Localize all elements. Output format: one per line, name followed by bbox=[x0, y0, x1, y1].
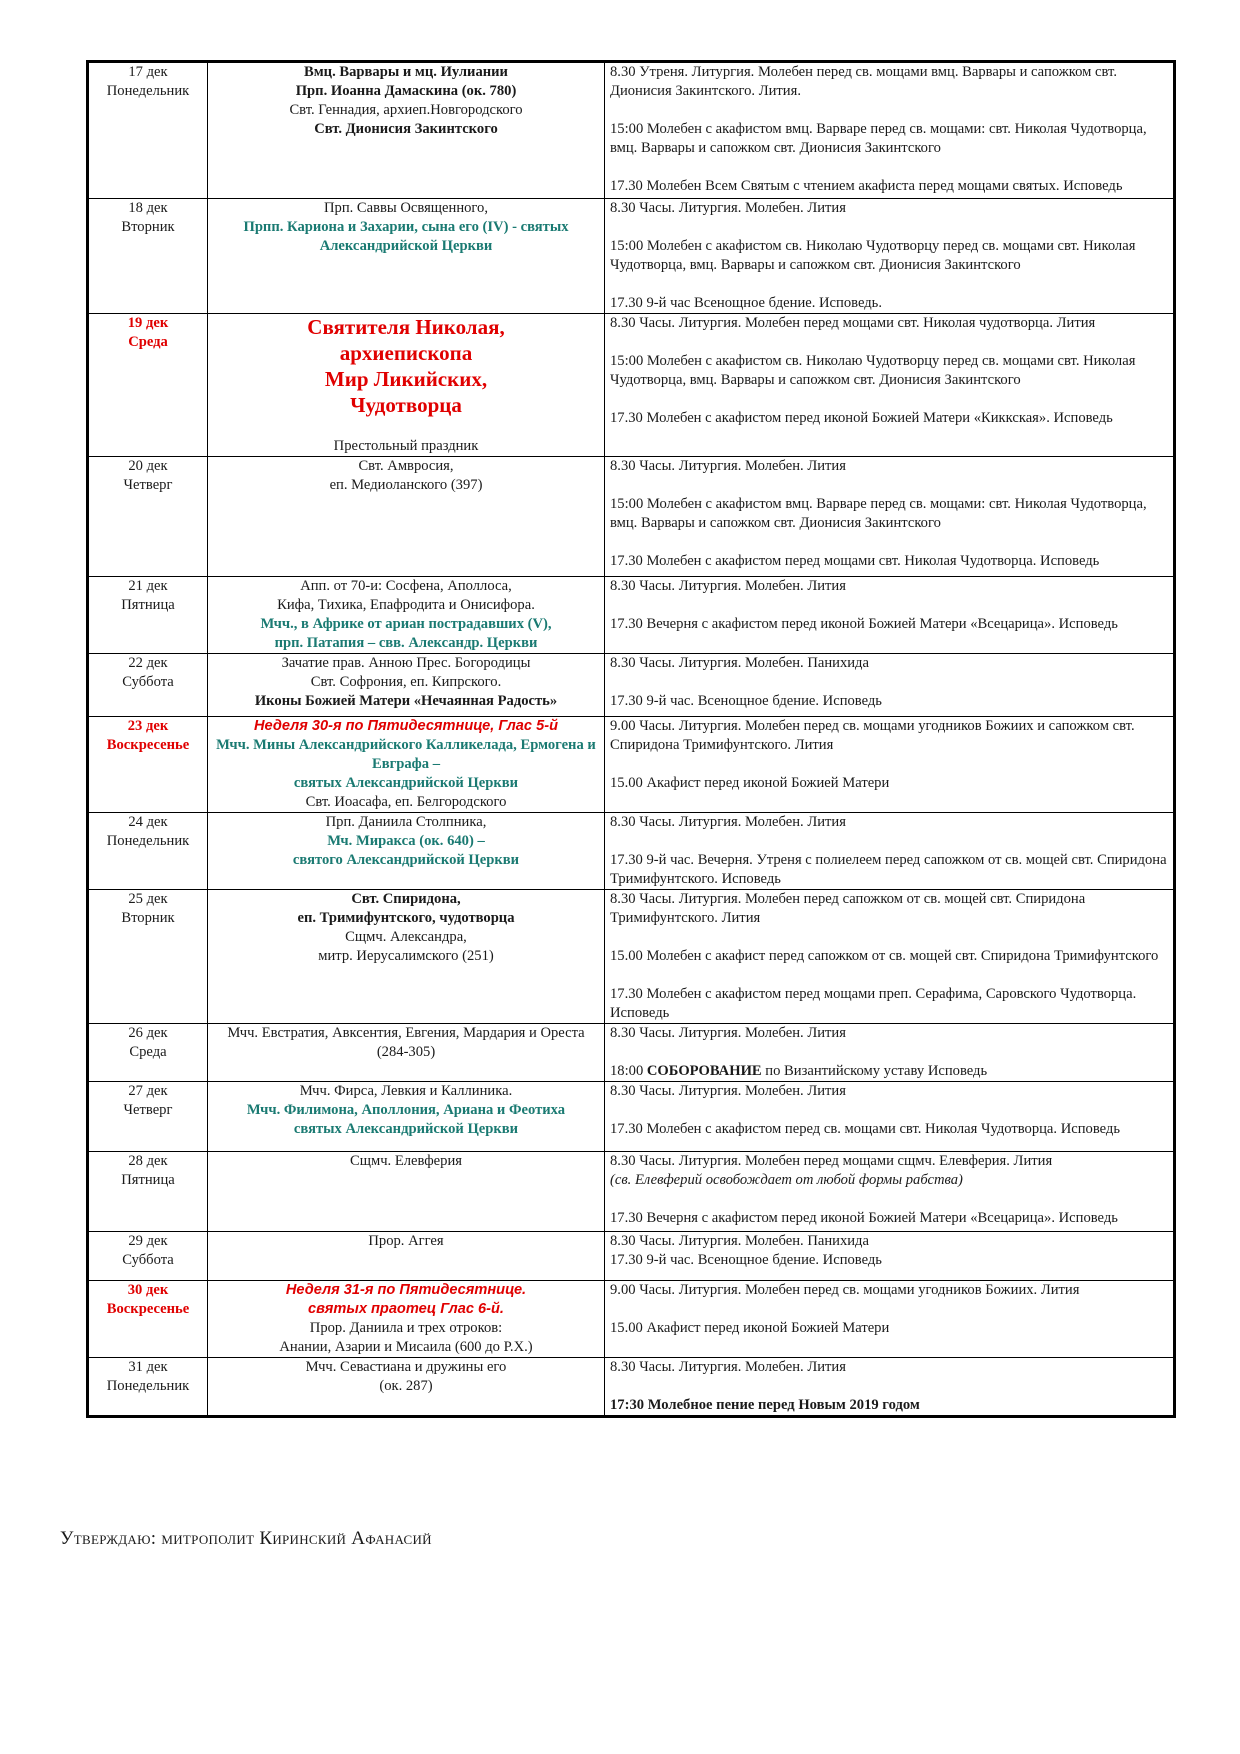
date-day: 30 дек bbox=[127, 1282, 169, 1298]
service-gap bbox=[610, 966, 1169, 985]
saints-cell bbox=[208, 1024, 605, 1082]
date-cell bbox=[88, 1358, 208, 1417]
saint-line: Вмц. Варвары и мц. Иулиании bbox=[304, 64, 508, 80]
schedule-row bbox=[88, 457, 1175, 577]
services-cell bbox=[605, 890, 1175, 1024]
saints-cell bbox=[208, 1232, 605, 1281]
date-day: 28 дек bbox=[128, 1153, 168, 1169]
date-weekday: Понедельник bbox=[106, 83, 190, 99]
service-line: 17.30 9-й час. Вечерня. Утреня с полиелеем перед сапожком от св. мощей свт. Спиридона Тримифунтского. Исповедь bbox=[610, 852, 1167, 887]
schedule-row bbox=[88, 62, 1175, 199]
saints-cell bbox=[208, 890, 605, 1024]
saints-cell bbox=[208, 1281, 605, 1358]
service-gap bbox=[610, 1377, 1169, 1396]
date-cell bbox=[88, 314, 208, 457]
service-gap bbox=[610, 158, 1169, 177]
date-cell bbox=[88, 62, 208, 199]
date-cell bbox=[88, 813, 208, 890]
saint-line: святого Александрийской Церкви bbox=[292, 852, 520, 868]
saint-line: Чудотворца bbox=[350, 393, 462, 417]
service-line: 8.30 Часы. Литургия. Молебен перед сапожком от св. мощей свт. Спиридона Тримифунтского. Лития bbox=[610, 891, 1086, 926]
service-line: 17.30 Вечерня с акафистом перед иконой Божией Матери «Всецарица». Исповедь bbox=[610, 1210, 1118, 1226]
date-weekday: Среда bbox=[128, 334, 168, 350]
service-line: 8.30 Часы. Литургия. Молебен. Лития bbox=[610, 814, 846, 830]
service-line: 15:00 Молебен с акафистом вмц. Варваре перед св. мощами: свт. Николая Чудотворца, вмц. Варвары и сапожком свт. Дионисия Закинтского bbox=[610, 496, 1147, 531]
date-weekday: Среда bbox=[129, 1044, 167, 1060]
saint-line: Анании, Азарии и Мисаила (600 до Р.Х.) bbox=[279, 1339, 533, 1355]
saint-line: Сщмч. Елевферия bbox=[350, 1153, 462, 1169]
saint-line: Прп. Даниила Столпника, bbox=[325, 814, 487, 830]
services-cell bbox=[605, 1152, 1175, 1232]
date-weekday: Четверг bbox=[123, 477, 173, 493]
services-cell bbox=[605, 717, 1175, 813]
saint-line: Престольный праздник bbox=[333, 438, 479, 454]
services-cell bbox=[605, 654, 1175, 717]
date-weekday: Суббота bbox=[122, 674, 174, 690]
saint-line: архиепископа bbox=[339, 341, 473, 365]
saint-line: Мир Ликийских, bbox=[324, 367, 488, 391]
date-cell bbox=[88, 1082, 208, 1152]
saint-line: святых Александрийской Церкви bbox=[293, 775, 519, 791]
date-day: 24 дек bbox=[128, 814, 168, 830]
service-line: 8.30 Часы. Литургия. Молебен. Лития bbox=[610, 1083, 846, 1099]
date-cell bbox=[88, 1152, 208, 1232]
saint-line: Апп. от 70-и: Сосфена, Аполлоса, bbox=[300, 578, 512, 594]
date-cell bbox=[88, 890, 208, 1024]
service-line: 8.30 Часы. Литургия. Молебен перед мощами сщмч. Елевферия. Лития bbox=[610, 1153, 1053, 1169]
saints-cell bbox=[208, 717, 605, 813]
saint-line: еп. Тримифунтского, чудотворца bbox=[297, 910, 515, 926]
service-line: 18:00 СОБОРОВАНИЕ по Византийскому уставу Исповедь bbox=[610, 1063, 988, 1079]
schedule-row bbox=[88, 1082, 1175, 1152]
service-line: 15.00 Акафист перед иконой Божией Матери bbox=[610, 1320, 890, 1336]
date-cell bbox=[88, 457, 208, 577]
date-cell bbox=[88, 1232, 208, 1281]
saints-cell bbox=[208, 62, 605, 199]
service-line: 17:30 Молебное пение перед Новым 2019 годом bbox=[610, 1397, 920, 1413]
saints-cell bbox=[208, 314, 605, 457]
services-cell bbox=[605, 1082, 1175, 1152]
service-line: 15.00 Акафист перед иконой Божией Матери bbox=[610, 775, 890, 791]
saint-line: Свт. Дионисия Закинтского bbox=[314, 121, 498, 137]
schedule-row bbox=[88, 813, 1175, 890]
service-line: 8.30 Часы. Литургия. Молебен. Панихида bbox=[610, 1233, 869, 1249]
date-day: 27 дек bbox=[128, 1083, 168, 1099]
date-cell bbox=[88, 1024, 208, 1082]
date-cell bbox=[88, 717, 208, 813]
date-weekday: Пятница bbox=[121, 597, 175, 613]
schedule-row bbox=[88, 717, 1175, 813]
date-day: 20 дек bbox=[128, 458, 168, 474]
saints-cell bbox=[208, 654, 605, 717]
services-cell bbox=[605, 1232, 1175, 1281]
services-cell bbox=[605, 314, 1175, 457]
service-gap bbox=[610, 755, 1169, 774]
saints-cell bbox=[208, 199, 605, 314]
saint-line: святых праотец Глас 6-й. bbox=[308, 1301, 504, 1317]
saint-line: Мчч. Мины Александрийского Калликелада, Ермогена и Евграфа – bbox=[216, 737, 596, 772]
saint-line: Иконы Божией Матери «Нечаянная Радость» bbox=[254, 693, 558, 709]
date-day: 26 дек bbox=[128, 1025, 168, 1041]
schedule-row bbox=[88, 199, 1175, 314]
service-line: 8.30 Часы. Литургия. Молебен. Лития bbox=[610, 1025, 846, 1041]
service-gap bbox=[610, 1101, 1169, 1120]
saint-line: Прор. Аггея bbox=[368, 1233, 444, 1249]
services-cell bbox=[605, 813, 1175, 890]
schedule-row bbox=[88, 1358, 1175, 1417]
date-day: 29 дек bbox=[128, 1233, 168, 1249]
date-weekday: Воскресенье bbox=[106, 1301, 190, 1317]
saint-line: Мч. Миракса (ок. 640) – bbox=[327, 833, 485, 849]
schedule-row bbox=[88, 577, 1175, 654]
saints-cell bbox=[208, 1082, 605, 1152]
service-gap bbox=[610, 533, 1169, 552]
saint-line: Свт. Иоасафа, еп. Белгородского bbox=[305, 794, 507, 810]
saint-line: святых Александрийской Церкви bbox=[293, 1121, 519, 1137]
date-weekday: Пятница bbox=[121, 1172, 175, 1188]
saint-line: Сщмч. Александра, bbox=[345, 929, 467, 945]
saint-line: Прпп. Кариона и Захарии, сына его (IV) - святых Александрийской Церкви bbox=[243, 219, 569, 254]
date-cell bbox=[88, 577, 208, 654]
service-gap bbox=[610, 1300, 1169, 1319]
service-line: 8.30 Часы. Литургия. Молебен перед мощами свт. Николая чудотворца. Лития bbox=[610, 315, 1096, 331]
date-day: 25 дек bbox=[128, 891, 168, 907]
service-line: 15:00 Молебен с акафистом св. Николаю Чудотворцу перед св. мощами свт. Николая Чудотворца, вмц. Варвары и сапожком свт. Дионисия Закинтского bbox=[610, 238, 1136, 273]
saint-line: Прор. Даниила и трех отроков: bbox=[309, 1320, 503, 1336]
service-line: 8.30 Часы. Литургия. Молебен. Лития bbox=[610, 1359, 846, 1375]
date-day: 23 дек bbox=[127, 718, 169, 734]
saint-line: Мчч., в Африке от ариан пострадавших (V), bbox=[260, 616, 552, 632]
service-line: 17.30 9-й час Всенощное бдение. Исповедь. bbox=[610, 295, 882, 311]
schedule-row bbox=[88, 1232, 1175, 1281]
service-line: 8.30 Часы. Литургия. Молебен. Панихида bbox=[610, 655, 869, 671]
services-cell bbox=[605, 1281, 1175, 1358]
service-line: 8.30 Часы. Литургия. Молебен. Лития bbox=[610, 578, 846, 594]
service-line: 17.30 Молебен Всем Святым с чтением акафиста перед мощами святых. Исповедь bbox=[610, 178, 1123, 194]
saints-cell bbox=[208, 1358, 605, 1417]
date-weekday: Суббота bbox=[122, 1252, 174, 1268]
services-cell bbox=[605, 577, 1175, 654]
service-gap bbox=[610, 101, 1169, 120]
service-line: 8.30 Часы. Литургия. Молебен. Лития bbox=[610, 458, 846, 474]
saint-line: Неделя 31-я по Пятидесятнице. bbox=[285, 1282, 527, 1298]
saint-line: Неделя 30-я по Пятидесятнице, Глас 5-й bbox=[254, 718, 558, 734]
date-weekday: Понедельник bbox=[106, 1378, 190, 1394]
service-gap bbox=[610, 275, 1169, 294]
service-line: 17.30 9-й час. Всенощное бдение. Исповедь bbox=[610, 693, 882, 709]
service-line: 15.00 Молебен с акафист перед сапожком от св. мощей свт. Спиридона Тримифунтского bbox=[610, 948, 1159, 964]
schedule-body bbox=[88, 62, 1175, 1417]
service-line: 17.30 Вечерня с акафистом перед иконой Божией Матери «Всецарица». Исповедь bbox=[610, 616, 1118, 632]
service-gap bbox=[610, 476, 1169, 495]
schedule-table bbox=[86, 60, 1176, 1418]
service-gap bbox=[610, 928, 1169, 947]
saint-line: митр. Иерусалимского (251) bbox=[318, 948, 494, 964]
service-line: (св. Елевферий освобождает от любой формы рабства) bbox=[610, 1172, 963, 1188]
schedule-row bbox=[88, 1281, 1175, 1358]
service-line: 9.00 Часы. Литургия. Молебен перед св. мощами угодников Божиих и сапожком свт. Спиридона Тримифунтского. Лития bbox=[610, 718, 1135, 753]
date-day: 19 дек bbox=[127, 315, 169, 331]
service-line: 17.30 Молебен с акафистом перед иконой Божией Матери «Киккская». Исповедь bbox=[610, 410, 1113, 426]
service-gap bbox=[610, 596, 1169, 615]
saint-line: Свт. Спиридона, bbox=[351, 891, 461, 907]
schedule-row bbox=[88, 314, 1175, 457]
service-line: 17.30 Молебен с акафистом перед св. мощами свт. Николая Чудотворца. Исповедь bbox=[610, 1121, 1120, 1137]
date-day: 18 дек bbox=[128, 200, 168, 216]
saint-line: (ок. 287) bbox=[379, 1378, 433, 1394]
date-weekday: Понедельник bbox=[106, 833, 190, 849]
saint-line: Свт. Амвросия, bbox=[358, 458, 454, 474]
services-cell bbox=[605, 457, 1175, 577]
services-cell bbox=[605, 62, 1175, 199]
service-gap bbox=[610, 1190, 1169, 1209]
unction-label: СОБОРОВАНИЕ bbox=[646, 1063, 762, 1079]
schedule-row bbox=[88, 890, 1175, 1024]
date-weekday: Вторник bbox=[121, 219, 175, 235]
date-cell bbox=[88, 1281, 208, 1358]
saint-line: прп. Патапия – свв. Александр. Церкви bbox=[274, 635, 538, 651]
service-gap bbox=[610, 390, 1169, 409]
date-day: 31 дек bbox=[128, 1359, 168, 1375]
saints-cell bbox=[208, 577, 605, 654]
service-gap bbox=[610, 1043, 1169, 1062]
schedule-row bbox=[88, 654, 1175, 717]
saint-line: Святителя Николая, bbox=[307, 315, 505, 339]
date-cell bbox=[88, 199, 208, 314]
saint-line: Мчч. Евстратия, Авксентия, Евгения, Мардария и Ореста (284-305) bbox=[227, 1025, 585, 1060]
service-line: 17.30 Молебен с акафистом перед мощами свт. Николая Чудотворца. Исповедь bbox=[610, 553, 1100, 569]
service-line: 9.00 Часы. Литургия. Молебен перед св. мощами угодников Божиих. Лития bbox=[610, 1282, 1080, 1298]
date-weekday: Четверг bbox=[123, 1102, 173, 1118]
services-cell bbox=[605, 199, 1175, 314]
approval-signature: Утверждаю: митрополит Киринский Афанасий bbox=[60, 1528, 432, 1549]
date-weekday: Вторник bbox=[121, 910, 175, 926]
saints-cell bbox=[208, 813, 605, 890]
service-gap bbox=[610, 218, 1169, 237]
service-gap bbox=[610, 673, 1169, 692]
saint-line: Зачатие прав. Анною Прес. Богородицы bbox=[281, 655, 531, 671]
saint-line: Мчч. Севастиана и дружины его bbox=[305, 1359, 507, 1375]
service-line: 15:00 Молебен с акафистом св. Николаю Чудотворцу перед св. мощами свт. Николая Чудотворца, вмц. Варвары и сапожком свт. Дионисия Закинтского bbox=[610, 353, 1136, 388]
saint-line: еп. Медиоланского (397) bbox=[329, 477, 483, 493]
services-cell bbox=[605, 1024, 1175, 1082]
service-line: 15:00 Молебен с акафистом вмц. Варваре перед св. мощами: свт. Николая Чудотворца, вмц. Варвары и сапожком свт. Дионисия Закинтского bbox=[610, 121, 1147, 156]
saint-line: Свт. Геннадия, архиеп.Новгородского bbox=[289, 102, 523, 118]
saint-line: Прп. Иоанна Дамаскина (ок. 780) bbox=[295, 83, 517, 99]
saint-line bbox=[212, 418, 600, 437]
services-cell bbox=[605, 1358, 1175, 1417]
date-weekday: Воскресенье bbox=[106, 737, 190, 753]
schedule-row bbox=[88, 1024, 1175, 1082]
service-line: 17.30 Молебен с акафистом перед мощами преп. Серафима, Саровского Чудотворца. Исповедь bbox=[610, 986, 1137, 1021]
saints-cell bbox=[208, 1152, 605, 1232]
saint-line: Мчч. Фирса, Левкия и Каллиника. bbox=[299, 1083, 513, 1099]
service-line: 8.30 Утреня. Литургия. Молебен перед св. мощами вмц. Варвары и сапожком свт. Дионисия Закинтского. Лития. bbox=[610, 64, 1117, 99]
date-day: 17 дек bbox=[128, 64, 168, 80]
service-gap bbox=[610, 333, 1169, 352]
schedule-row bbox=[88, 1152, 1175, 1232]
saints-cell bbox=[208, 457, 605, 577]
date-cell bbox=[88, 654, 208, 717]
date-day: 22 дек bbox=[128, 655, 168, 671]
saint-line: Свт. Софрония, еп. Кипрского. bbox=[310, 674, 502, 690]
date-day: 21 дек bbox=[128, 578, 168, 594]
saint-line: Прп. Саввы Освященного, bbox=[323, 200, 488, 216]
saint-line: Мчч. Филимона, Аполлония, Ариана и Феотиха bbox=[246, 1102, 566, 1118]
saint-line: Кифа, Тихика, Епафродита и Онисифора. bbox=[277, 597, 535, 613]
service-line: 17.30 9-й час. Всенощное бдение. Исповедь bbox=[610, 1252, 882, 1268]
service-gap bbox=[610, 832, 1169, 851]
service-line: 8.30 Часы. Литургия. Молебен. Лития bbox=[610, 200, 846, 216]
